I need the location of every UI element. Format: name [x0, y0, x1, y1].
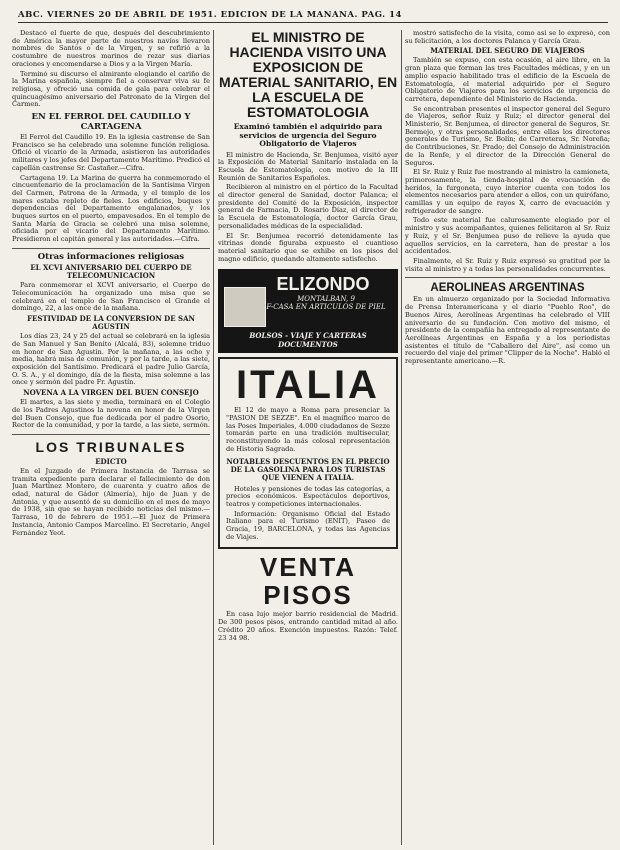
article-paragraph: mostró satisfecho de la visita, como así se lo expresó, con su felicitación, a los doctores Palanca y García Grau. — [405, 30, 610, 45]
article-paragraph: Cartagena 19. La Marina de guerra ha conmemorado el cincuentenario de la proclamación de la Santísima Virgen del Carmen, Patrona de la Armada, y el templo de los mares estaba repleto de fieles. Los edificios, buques y dependencias del Departamento engalanados, y los buques surtos en el puerto, empavesados. En el templo de Santa María de Gracia se celebró una misa solemne, oficiada por el vicario del Departamento Marítimo. Presidieron el capitán general y las autoridades.—Cifra. — [12, 173, 210, 244]
elizondo-logo-image — [224, 287, 266, 327]
article-paragraph: En el Juzgado de Primera Instancia de Tarrasa se tramita expediente para declarar el fallecimiento de don Juan Martínez Montero, de cuarenta y cuatro años de edad, natural de Gádor (Almería), hijo de Juan y de Antonia, y que ausentó de su domicilio en el mes de mayo de 1938, sin que se hayan recibido noticias del mismo.—Tarrasa, 10 de febrero de 1951.—El Juez de Primera Instancia, Antonio Campos Marcelino. El Secretario, Angel Fernández Yeot. — [12, 466, 210, 537]
otras-headline: Otras informaciones religiosas — [37, 251, 185, 262]
main-headline: EL MINISTRO DE HACIENDA VISITO UNA EXPOSICION DE MATERIAL SANITARIO, EN LA ESCUELA DE ESTOMATOLOGIA — [218, 30, 398, 120]
article-paragraph: Para conmemorar el XCVI aniversario, el Cuerpo de Telecomunicación ha organizado una misa que se celebrará en el templo de San Francisco el Grande el domingo, 22, a las once de la mañana. — [12, 281, 210, 313]
seguro-headline: MATERIAL DEL SEGURO DE VIAJEROS — [430, 46, 585, 56]
italia-hotels: Hoteles y pensiones de todas las categorías, a precios económicos. Espectáculos deportivos, teatros y competiciones internacionales. — [226, 484, 390, 508]
venta-pisos-title: VENTA PISOS — [259, 552, 357, 611]
italia-info: Información: Organismo Oficial del Estado Italiano para el Turismo (ENIT), Paseo de Gracia, 19, BARCELONA, y todas las Agencias de Viajes. — [226, 509, 390, 541]
divider — [405, 277, 610, 278]
elizondo-address: MONTALBAN, 9 — [297, 295, 355, 304]
article-paragraph: Finalmente, el Sr. Ruiz y Ruiz expresó su gratitud por la visita al ministro y a todas las personalidades concurrentes. — [405, 256, 610, 273]
page-header: ABC. VIERNES 20 DE ABRIL DE 1951. EDICION DE LA MAÑANA. PAG. 14 — [18, 10, 608, 23]
novena-headline: NOVENA A LA VIRGEN DEL BUEN CONSEJO — [23, 388, 199, 398]
article-paragraph: El Sr. Ruiz y Ruiz fue mostrando al ministro la camioneta, primorosamente, la tienda-hospital de evacuación de heridos, la furgoneta, cuyo interior cuenta con todos los elementos necesarios para atender a ellos, con un quirófano, camillas y un equipo de rayos X, carro de evacuación y refrigerador de sangre. — [405, 168, 610, 215]
article-paragraph: Los días 23, 24 y 25 del actual se celebrará en la iglesia de San Manuel y San Benito (Alcalá, 83), solemne triduo en honor de San Agustín. Por la mañana, a las ocho y media, habrá misa de comunión, y por la tarde, a las siete, exposición del Santísimo. Predicará el padre Julio García, O. S. A., y el domingo, día de la fiesta, misa solemne a las once y sermón del padre Fr. Agustín. — [12, 332, 210, 387]
elizondo-tagline: F-CASA EN ARTICULOS DE PIEL — [266, 303, 386, 312]
article-paragraph: Todo este material fue calurosamente elogiado por el ministro y sus acompañantes, quienes felicitaron al Sr. Ruiz y Ruiz, y el Sr. Benjumea puso de relieve la ayuda que aquellos servicios, en la carretera, han de prestar a los accidentados. — [405, 216, 610, 256]
article-paragraph: Terminó su discurso el almirante elogiando el cariño de la Marina española, siempre fiel a conservar viva su fe religiosa, y ofreció una comida de gala para celebrar el quincuagésimo aniversario del Patronato de la Virgen del Carmen. — [12, 69, 210, 109]
main-subheadline: Examinó también el adquirido para servicios de urgencia del Seguro Obligatorio de Viajeros — [233, 122, 383, 148]
italia-body: El 12 de mayo a Roma para presenciar la "PASION DE SEZZE". En el magnífico marco de las Poses Imperiales, 4.000 ciudadanos de Sezze tomarán parte en una tradición multisecular, reconstituyendo la más colosal representación de Historia Sagrada. — [226, 406, 390, 453]
italia-title: ITALIA — [236, 363, 380, 408]
column-left — [12, 30, 210, 845]
venta-pisos-body: En casa lujo mejor barrio residencial de Madrid. De 300 pesos pisos, entrando cantidad mitad al año. Crédito 20 años. Exención impuestos. Razón: Telef. 23 34 98. — [218, 610, 398, 642]
article-paragraph: El ministro de Hacienda, Sr. Benjumea, visitó ayer la Exposición de Material Sanitario instalada en la Escuela de Estomatología, con motivo de la III Reunión de Sanitarios Españoles. — [218, 150, 398, 182]
article-paragraph: También se expuso, con esta ocasión, al aire libre, en la gran plaza que forman las tres Facultades médicas, y en un amplio espacio habilitado tras el edificio de la Escuela de Estomatología, el material adquirido por el Seguro Obligatorio de Viajeros para los servicios de urgencia de carretera, dependiente del Ministerio de Hacienda. — [405, 56, 610, 103]
elizondo-products: BOLSOS - VIAJE Y CARTERAS DOCUMENTOS — [249, 331, 367, 350]
column-right — [405, 30, 610, 845]
column-rule — [401, 30, 402, 845]
column-center — [218, 30, 398, 845]
divider — [12, 434, 210, 435]
article-paragraph: El Sr. Benjumea recorrió detenidamente las vitrinas donde figuraba expuesto el cuantioso material sanitario que se exhibe en los pisos del magno edificio, quedando altamente satisfecho. — [218, 231, 398, 263]
divider — [12, 248, 210, 249]
italia-gasoline-note: NOTABLES DESCUENTOS EN EL PRECIO DE LA GASOLINA PARA LOS TURISTAS QUE VIENEN A ITALIA. — [226, 456, 390, 482]
ferrol-headline: EN EL FERROL DEL CAUDILLO Y CARTAGENA — [31, 112, 191, 132]
elizondo-name: ELIZONDO — [276, 274, 370, 295]
edicto-headline: EDICTO — [95, 456, 127, 466]
article-paragraph: Recibieron al ministro en el pórtico de la Facultad el director general de Sanidad, doctor Palanca; el presidente del Comité de la Exposición, inspector general de Farmacia, D. Rosario Díaz, el director de la Escuela de Estomatología, doctor García Grau, personalidades médicas de la especialidad. — [218, 183, 398, 230]
article-paragraph: En un almuerzo organizado por la Sociedad Informativa de Prensa Interamericana y el diario "Pueblo Roo", de Buenos Aires, Aerolíneas Argentinas ha celebrado el VIII aniversario de su fundación. Con motivo del mismo, el presidente de la compañía ha entregado al representante de Aerolíneas Argentinas en España y a los periodistas asistentes el título de "Caballero del Aire", así como un recuerdo del viaje del primer "Clipper de la Noche". Habló el representante americano.—R. — [405, 295, 610, 366]
tribunales-headline: LOS TRIBUNALES — [35, 438, 187, 455]
article-paragraph: Se encontraban presentes el inspector general del Seguro de Viajeros, señor Ruiz y Ruiz; el director general del Ministerio, Sr. Benjumea, el director general de Seguros, Sr. Bermejo, y otras personalidades, entre ellas los directores generales de Turismo, Sr. Bolín; de Carreteras, Sr. Noreña; de Contribuciones, Sr. Prado; del Consejo de Administración de la Renfe, y el director de la Dirección General de Seguros. — [405, 104, 610, 167]
column-rule — [213, 30, 214, 845]
xcvi-headline: EL XCVI ANIVERSARIO DEL CUERPO DE TELECOMUNICACION — [30, 263, 192, 281]
elizondo-ad — [218, 269, 398, 353]
article-paragraph: Destacó el fuerte de que, después del descubrimiento de América la mayor parte de nuestros navíos llevaron nombres de Santos o de la Virgen, y se refirió a la costumbre de nuestros marinos de rezar sus diarias oraciones y encomendarse a Dios y a la Virgen María. — [12, 30, 210, 68]
italia-ad — [218, 357, 398, 549]
article-paragraph: El martes, a las siete y media, terminará en el Colegio de los Padres Agustinos la novena en honor de la Virgen del Buen Consejo, que fue dedicada por el padre Osorio, Rector de la comunidad, y por la tarde, a las siete, sermón. — [12, 398, 210, 430]
article-paragraph: El Ferrol del Caudillo 19. En la iglesia castrense de San Francisco se ha celebrado una solemne función religiosa. Ofició el vicario de la Armada, asistieron las autoridades militares y los jefes del Departamento Marítimo. Predicó el capellán castrense Sr. Castañer.—Cifra. — [12, 133, 210, 172]
agustin-headline: FESTIVIDAD DE LA CONVERSION DE SAN AGUSTIN — [27, 314, 195, 332]
aerolineas-headline: AEROLINEAS ARGENTINAS — [430, 282, 585, 295]
